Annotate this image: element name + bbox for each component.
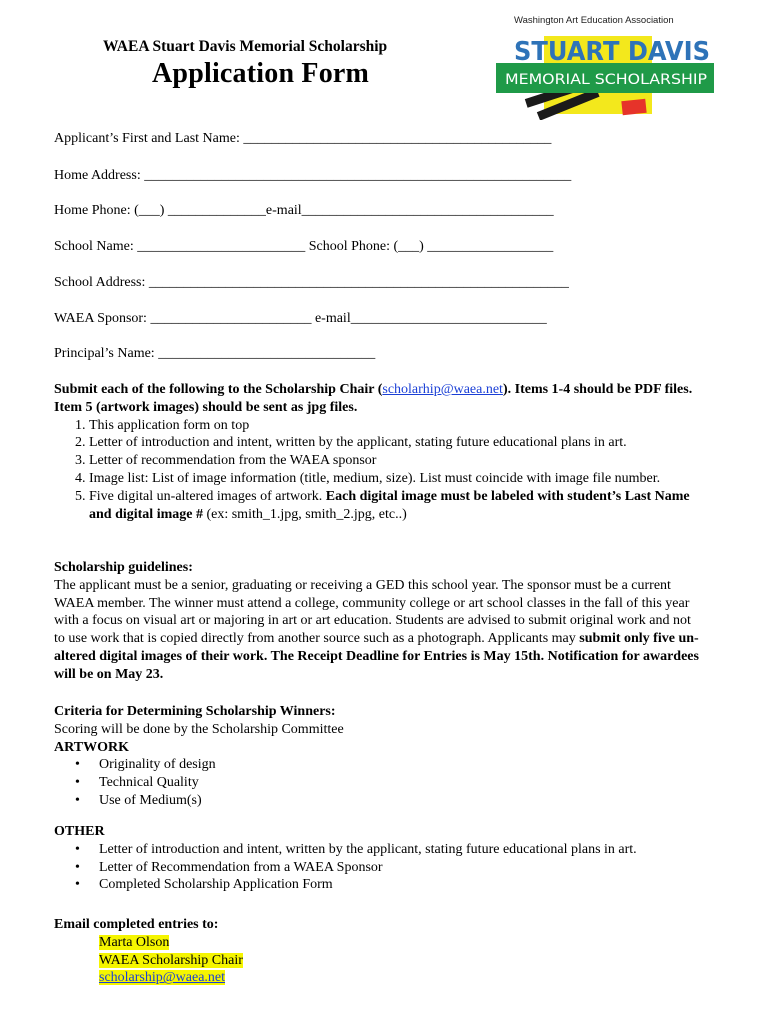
guidelines-section: [54, 559, 704, 684]
form-subtitle: WAEA Stuart Davis Memorial Scholarship: [103, 38, 388, 55]
list-item: 1. This application form on top: [89, 417, 704, 435]
home-address-field[interactable]: Home Address: _____________________________________________________________: [54, 168, 572, 183]
waea-sponsor-field[interactable]: WAEA Sponsor: _______________________ e-mail____________________________: [54, 311, 547, 326]
email-to-section: [54, 916, 704, 987]
item5-text: Five digital un-altered images of artwork.: [89, 488, 326, 504]
guidelines-body: The applicant must be a senior, graduating or receiving a GED this school year. The sponsor must be a current WAEA member. The winner must attend a college, community college or art school classes in the fall of this year with a focus on visual art or majoring in art or art education. Students are advised to submit original work and not to use work that is copied directly from another source such as a photograph. Applicants may: [54, 577, 691, 647]
email-to-heading: Email completed entries to:: [54, 917, 219, 932]
list-item: • Completed Scholarship Application Form: [99, 876, 704, 894]
list-item: • Use of Medium(s): [99, 792, 704, 810]
artwork-criteria-list: [54, 756, 704, 809]
guidelines-heading: Scholarship guidelines:: [54, 560, 193, 575]
submit-section: [54, 381, 704, 523]
logo-subtitle-text: MEMORIAL SCHOLARSHIP: [505, 72, 707, 88]
chair-role: WAEA Scholarship Chair: [99, 952, 243, 968]
principal-name-field[interactable]: Principal’s Name: _______________________________: [54, 346, 376, 361]
submit-instructions: [54, 381, 704, 417]
logo-red-block-2: [621, 99, 646, 115]
artwork-heading: ARTWORK: [54, 739, 129, 755]
criteria-scoring: Scoring will be done by the Scholarship Committee: [54, 721, 344, 737]
submit-intro: Submit each of the following to the Scholarship Chair (: [54, 382, 383, 397]
list-item: • Originality of design: [99, 756, 704, 774]
guidelines-deadline: submit only five un-altered digital images of their work. The Receipt Deadline for Entries is May 15th. Notification for awardees will be on May 23.: [54, 631, 699, 682]
scholarship-email-link[interactable]: scholarhip@waea.net: [382, 382, 503, 397]
other-criteria-list: [54, 841, 704, 894]
submission-list: [54, 417, 704, 524]
item5-bold: Each digital image must be labeled with student’s Last Name and digital image #: [89, 488, 690, 522]
guidelines-text: [54, 577, 704, 684]
page-title: Application Form: [152, 58, 370, 89]
list-item: [89, 488, 704, 524]
logo-title-text: STUART DAVIS: [514, 37, 710, 67]
logo-association-text: Washington Art Education Association: [514, 15, 674, 26]
chair-name: Marta Olson: [99, 934, 170, 950]
list-item: 3. Letter of recommendation from the WAEA sponsor: [89, 452, 704, 470]
chair-email-link[interactable]: scholarship@waea.net: [99, 970, 226, 986]
criteria-section: [54, 703, 704, 810]
list-item: 2. Letter of introduction and intent, written by the applicant, stating future educational plans in art.: [89, 434, 704, 452]
criteria-heading: Criteria for Determining Scholarship Winners:: [54, 704, 336, 719]
list-item: 4. Image list: List of image information (title, medium, size). List must coincide with image file number.: [89, 470, 704, 488]
other-section: [54, 823, 704, 894]
home-phone-email-field[interactable]: Home Phone: (___) ______________e-mail____________________________________: [54, 203, 554, 218]
applicant-name-field[interactable]: Applicant’s First and Last Name: ____________________________________________: [54, 131, 552, 146]
other-heading: OTHER: [54, 824, 105, 839]
list-item: • Letter of introduction and intent, written by the applicant, stating future educational plans in art.: [99, 841, 704, 859]
school-address-field[interactable]: School Address: ____________________________________________________________: [54, 275, 569, 290]
stuart-davis-logo: [494, 8, 718, 120]
list-item: • Technical Quality: [99, 774, 704, 792]
item5-tail: (ex: smith_1.jpg, smith_2.jpg, etc..): [202, 506, 407, 522]
submit-after-email: ). Items 1-4 should be PDF files. Item 5 (artwork images) should be sent as jpg files.: [54, 382, 693, 415]
school-name-phone-field[interactable]: School Name: ________________________ School Phone: (___) __________________: [54, 239, 554, 254]
list-item: • Letter of Recommendation from a WAEA Sponsor: [99, 859, 704, 877]
